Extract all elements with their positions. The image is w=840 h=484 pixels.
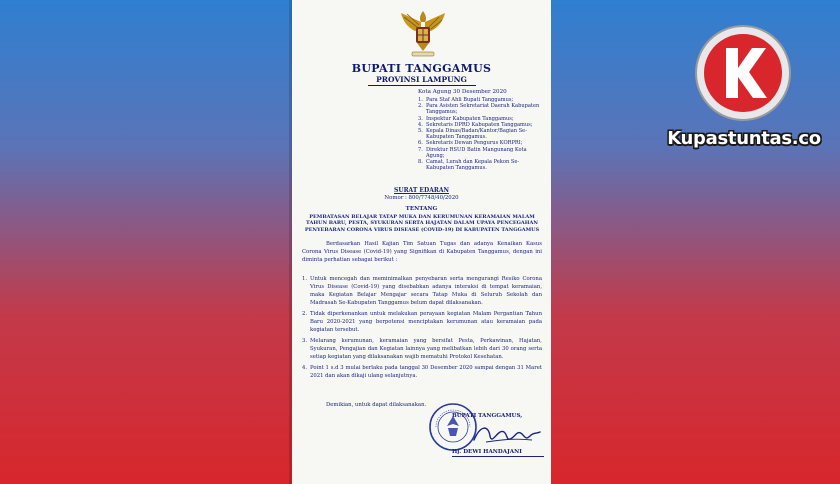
handwritten-signature-icon (470, 418, 550, 450)
letterhead-subtitle: PROVINSI LAMPUNG (376, 75, 467, 84)
closing-line: Demikian, untuk dapat dilaksanakan. (326, 402, 427, 408)
list-item: 4. Sekretaris DPRD Kabupaten Tanggamus; (418, 121, 533, 128)
letter-date: Kota Agung 30 Desember 2020 (418, 89, 507, 95)
letterhead-divider (368, 85, 476, 86)
instruction-list (302, 275, 542, 383)
list-item: 3. Inspektur Kabupaten Tanggamus; (418, 115, 514, 122)
list-item: 2. Para Asisten Sekretariat Daerah Kabupaten Tanggamus; (418, 103, 540, 116)
list-item: 1. Para Staf Ahli Bupati Tanggamus; (418, 97, 514, 103)
subject-label: TENTANG (405, 206, 438, 212)
signature-divider (452, 456, 544, 457)
letterhead-title: BUPATI TANGGAMUS (351, 62, 492, 75)
circular-title: SURAT EDARAN (394, 187, 449, 194)
list-item: 4. Point 1 s.d 3 mulai berlaku pada tanggal 30 Desember 2020 sampai dengan 31 Maret 2021 dan akan dikaji ulang selanjutnya. (302, 365, 542, 379)
list-item: 3. Melarang kerumunan, keramaian yang bersifat Pesta, Perkawinan, Hajatan, Syukuran, Pengajian dan Kegiatan lainnya yang melibatkan lebih dari 30 orang serta setiap kegiatan yang dilaksanakan wajib mematuhi Protokol Kesehatan. (302, 338, 542, 360)
list-item: 6. Sekretaris Dewan Pengurus KORPRI; (418, 140, 523, 147)
list-item: 2. Tidak diperkenankan untuk melakukan perayaan kegiatan Malam Pergantian Tahun Baru 2020-2021 yang berpotensi menciptakan kerumunan atau keramaian pada kegiatan tersebut. (302, 311, 542, 333)
list-item: 8. Camat, Lurah dan Kepala Pekon Se-Kabupaten Tanggamus. (418, 159, 520, 172)
background-left (0, 0, 292, 484)
intro-paragraph: Berdasarkan Hasil Kajian Tim Satuan Tugas dan adanya Kenaikan Kasus Corona Virus Disease (Covid-19) yang Signifikan di Kabupaten Tanggamus, dengan ini diminta perhatian sebagai berikut : (302, 241, 542, 263)
signatory-title: BUPATI TANGGAMUS, (452, 413, 523, 419)
brand-logo-text[interactable]: Kupastuntas.co (667, 128, 821, 149)
list-item: 7. Direktur RSUD Batin Mangunang Kota Agung; (418, 146, 527, 159)
distribution-list (418, 97, 546, 171)
circular-number: Nomor : 800/7748/40/2020 (384, 195, 459, 201)
kupastuntas-logo-icon (694, 24, 792, 122)
subject-text: PEMBATASAN BELAJAR TATAP MUKA DAN KERUMUNAN KERAMAIAN MALAM TAHUN BARU, PESTA, SYUKURAN SERTA HAJATAN DALAM UPAYA PENCEGAHAN PENYEBARAN CORONA VIRUS DISEASE (COVID-19) DI KABUPATEN TANGGAMUS (304, 214, 540, 233)
signatory-name: Hj. DEWI HANDAJANI (452, 449, 522, 455)
list-item: 1. Untuk mencegah dan meminimalkan penyebaran serta mengurangi Resiko Corona Virus Disease (Covid-19) yang disebabkan adanya interaksi di tempat keramaian, maka Kegiatan Belajar Mengajar secara Tatap Muka di Seluruh Sekolah dan Madrasah Se-Kabupaten Tanggamus belum dapat dilaksanakan. (302, 276, 542, 306)
garuda-emblem-icon (395, 5, 451, 61)
list-item: 5. Kepala Dinas/Badan/Kantor/Bagian Se-Kabupaten Tanggamus. (418, 128, 527, 141)
circular-letter (292, 0, 551, 484)
